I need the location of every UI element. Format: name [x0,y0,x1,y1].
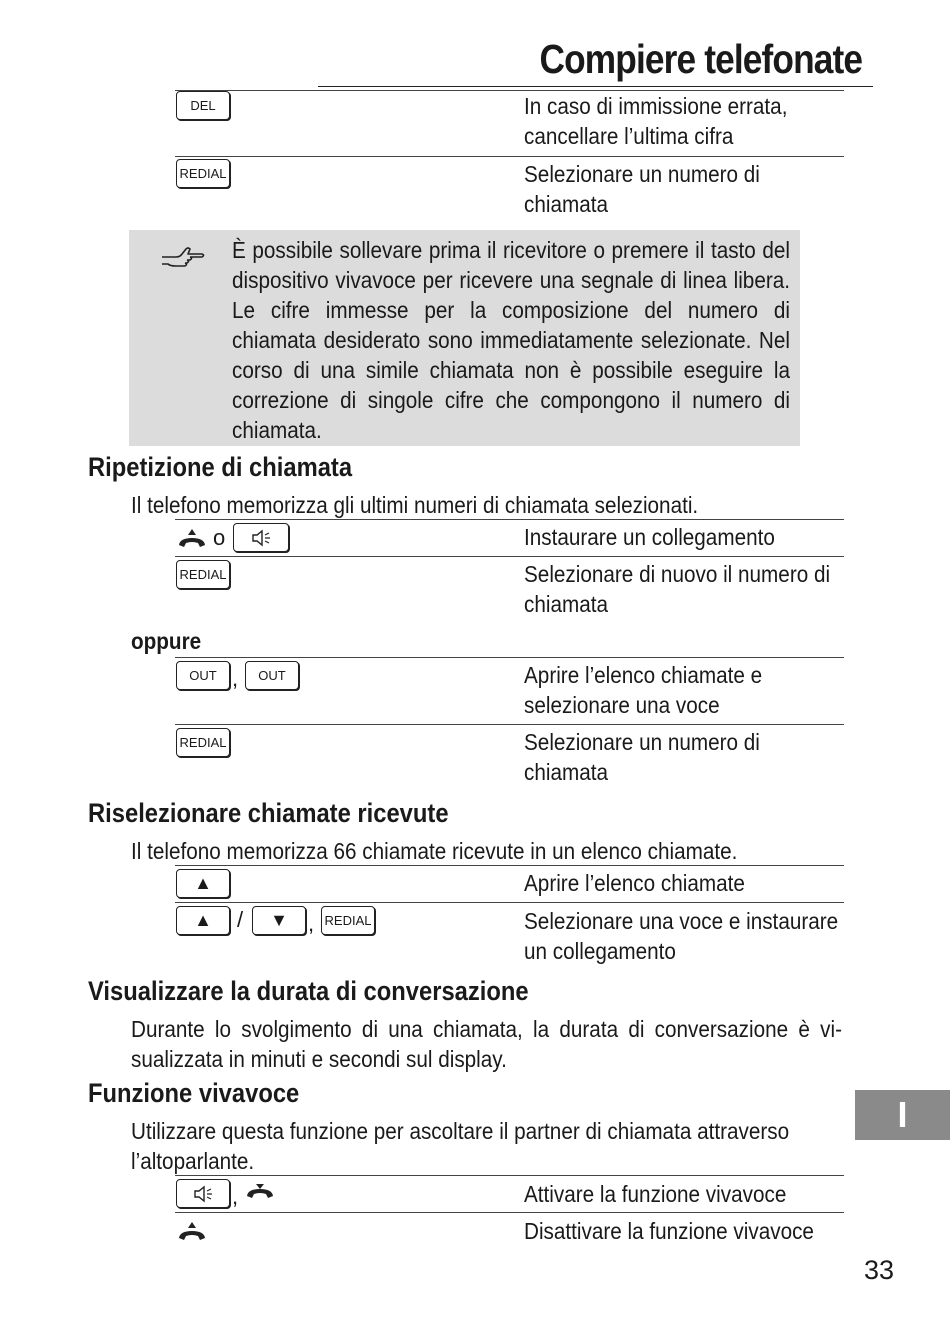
section-heading-duration: Visualizzare la durata di conversazione [88,976,529,1006]
section-heading-received: Riselezionare chiamate ricevute [88,798,449,828]
up-arrow-key: ▲ [176,906,230,935]
speaker-key [233,523,289,552]
oppure-label: oppure [131,628,202,654]
or-separator: o [213,525,226,550]
speaker-icon [251,528,271,548]
title-divider [318,86,873,87]
row-divider [175,1175,844,1176]
row-divider [175,1212,844,1213]
handsfree-intro: Utilizzare questa funzione per ascoltare il partner di chiamata attraverso l’altoparlante. [131,1118,790,1174]
row-divider [175,156,844,157]
row-divider [175,657,844,658]
handset-on-hook-icon [244,1181,276,1205]
up-arrow-key: ▲ [176,869,230,898]
slash-separator: / [237,907,244,932]
redial-key: REDIAL [176,728,230,757]
select-number-description: Selezionare un numero di chiamata [524,729,760,785]
row-divider [175,724,844,725]
handset-off-hook-icon [176,1220,208,1244]
connect-description: Instaurare un collegamento [524,524,775,550]
pointing-hand-icon [160,244,206,274]
out-key: OUT [176,661,230,690]
page-title: Compiere telefonate [539,36,862,82]
handset-off-hook-icon [176,527,208,551]
deactivate-handsfree-description: Disattivare la funzione vivavoce [524,1218,814,1244]
page-number: 33 [863,1255,894,1285]
speaker-key [176,1179,230,1208]
note-text: È possibile sollevare prima il ricevitore o premere il tasto del dispositivo vivavoce per ricevere una segnale di linea libera. Le cifre immesse per la composizione del numero di chiamata desiderato sono immediatamente selezionate. Nel corso di una simile chiamata non è possibile eseguire la correzione di singole cifre che compongono il numero di chiamata. [232,237,790,443]
redial-key: REDIAL [321,906,375,935]
redial-key: REDIAL [176,159,230,188]
open-list-description: Aprire l’elenco chiamate e selezionare una voce [524,662,763,718]
row-divider [175,519,844,520]
section-heading-redial: Ripetizione di chiamata [88,452,353,482]
redial-intro: Il telefono memorizza gli ultimi numeri di chiamata selezionati. [131,492,699,518]
comma-separator: , [232,1184,239,1209]
select-entry-description: Selezionare una voce e instaurare un collegamento [524,908,839,964]
open-list-description: Aprire l’elenco chiamate [524,870,745,896]
del-description: In caso di immissione errata, cancellare l’ultima cifra [524,93,788,149]
redial-key: REDIAL [176,560,230,589]
duration-intro: Durante lo svolgimento di una chiamata, la durata di conversazione è visualizzata in minuti e secondi sul display. [131,1016,842,1072]
redial-again-description: Selezionare di nuovo il numero di chiamata [524,561,831,617]
down-arrow-key: ▼ [252,906,306,935]
row-divider [175,902,844,903]
redial-description: Selezionare un numero di chiamata [524,161,760,217]
out-key: OUT [245,661,299,690]
activate-handsfree-description: Attivare la funzione vivavoce [524,1181,787,1207]
comma-separator: , [232,666,239,691]
del-key: DEL [176,91,230,120]
section-heading-handsfree: Funzione vivavoce [88,1078,300,1108]
comma-separator: , [308,911,315,936]
language-tab: I [855,1090,950,1140]
speaker-icon [193,1184,213,1204]
row-divider [175,556,844,557]
row-divider [175,865,844,866]
received-intro: Il telefono memorizza 66 chiamate ricevute in un elenco chiamate. [131,838,738,864]
